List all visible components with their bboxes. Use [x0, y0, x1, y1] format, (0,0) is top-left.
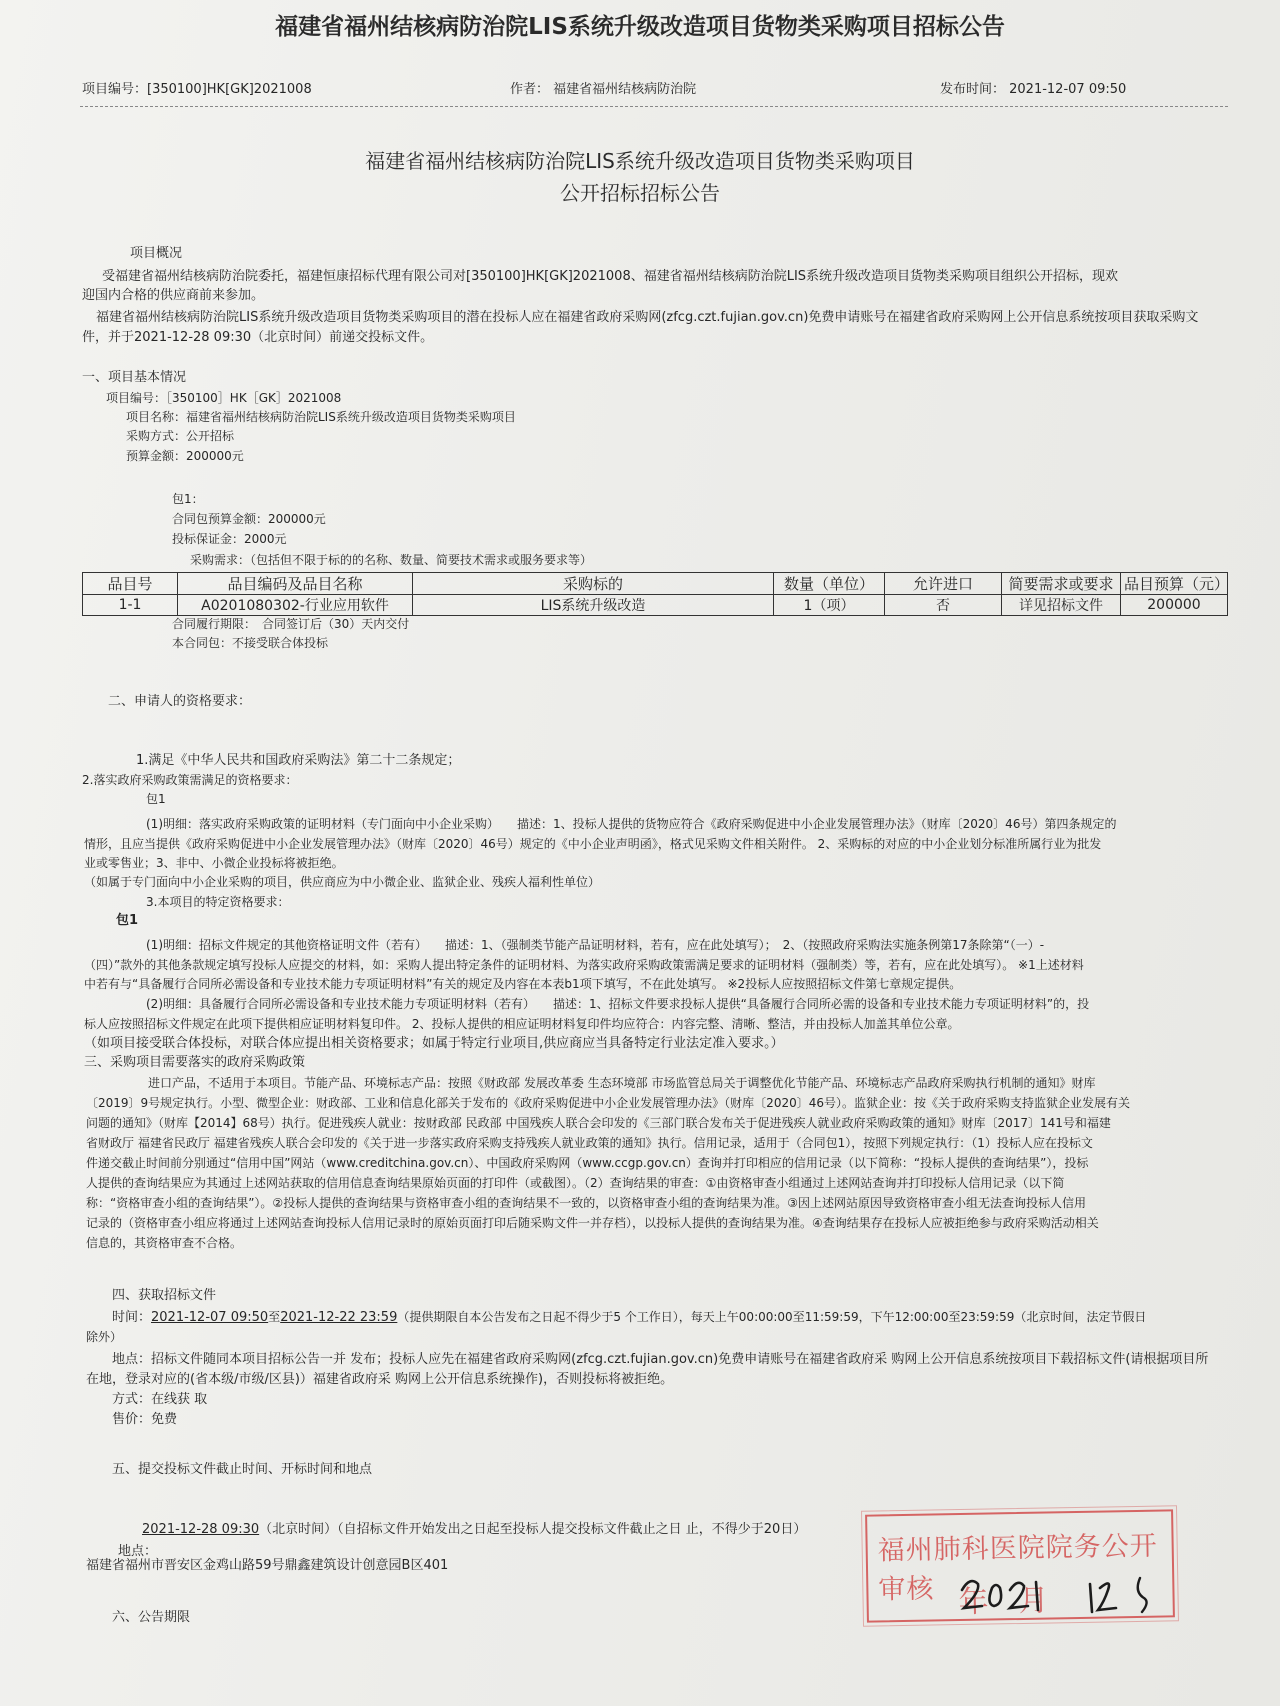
s5-deadline-tail: （北京时间）（自招标文件开始发出之日起至投标人提交投标文件截止之日 止，不得少于20日） — [259, 1522, 807, 1537]
cell-target: LIS系统升级改造 — [413, 595, 774, 616]
section5-heading: 五、提交投标文件截止时间、开标时间和地点 — [112, 1462, 373, 1477]
handwritten-date — [958, 1568, 1158, 1618]
overview-p1-line1: 受福建省福州结核病防治院委托，福建恒康招标代理有限公司对[350100]HK[GK]2021008、福建省福州结核病防治院LIS系统升级改造项目货物类采购项目组织公开招标，现欢 — [102, 269, 1119, 284]
col-item-code: 品目编码及品目名称 — [178, 573, 413, 595]
s3-line6: 人提供的查询结果应为其通过上述网站获取的信用信息查询结果原始页面的打印件（或截图）。（2）查询结果的审查：①由资格审查小组通过上述网站查询并打印投标人信用记录（以下简 — [86, 1176, 1065, 1190]
author: 作者： 福建省福州结核病防治院 — [510, 82, 697, 97]
items-table — [82, 572, 1228, 616]
s4-method: 方式：在线获 取 — [112, 1392, 208, 1407]
s2-r2-line3: 业或零售业；3、非中、小微企业投标将被拒绝。 — [84, 856, 344, 870]
col-item-no: 品目号 — [83, 573, 178, 595]
s1-method: 采购方式：公开招标 — [126, 429, 235, 443]
section6-heading: 六、公告期限 — [112, 1610, 191, 1625]
overview-p2-line1: 福建省福州结核病防治院LIS系统升级改造项目货物类采购项目的潜在投标人应在福建省政府采购网(zfcg.czt.fujian.gov.cn)免费申请账号在福建省政府采购网上公开信息系统按项目获取采购文 — [96, 310, 1199, 325]
publish-time: 发布时间： 2021-12-07 09:50 — [940, 82, 1127, 97]
overview-p1-line2: 迎国内合格的供应商前来参加。 — [82, 288, 265, 303]
header-divider — [80, 106, 1228, 107]
cell-item-code: A0201080302-行业应用软件 — [178, 595, 413, 616]
doc-title-line1: 福建省福州结核病防治院LIS系统升级改造项目货物类采购项目 — [365, 149, 915, 173]
s2-r2-line2: 情形，且应当提供《政府采购促进中小企业发展管理办法》（财库〔2020〕46号）规定的《中小企业声明函》，格式见采购文件相关附件。 2、采购标的对应的中小企业划分标准所属行业为批发 — [84, 837, 1102, 851]
s3-line2: 〔2019〕9号规定执行。小型、微型企业：财政部、工业和信息化部关于发布的《政府采购促进中小企业发展管理办法》（财库〔2020〕46号）。监狱企业：按《关于政府采购支持监狱企业发展有关 — [86, 1096, 1130, 1110]
stamp-text: 福州肺科医院院务公开审核 — [877, 1530, 1158, 1606]
cell-budget: 200000 — [1121, 595, 1228, 616]
doc-title-line2: 公开招标招标公告 — [560, 181, 720, 205]
col-import: 允许进口 — [885, 573, 1002, 595]
overview-p2-line2: 件，并于2021-12-28 09:30（北京时间）前递交投标文件。 — [82, 330, 434, 345]
s4-time-start: 2021-12-07 09:50 — [151, 1310, 269, 1325]
s2-req3: 3.本项目的特定资格要求： — [146, 895, 290, 909]
s4-place-line2: 在地，登录对应的(省本级/市级/区县)）福建省政府采 购网上公开信息系统操作)，否则投标将被拒绝。 — [86, 1372, 674, 1387]
s1-bond: 投标保证金：2000元 — [172, 532, 287, 546]
s2-r2-line4: （如属于专门面向中小企业采购的项目，供应商应为中小微企业、监狱企业、残疾人福利性单位） — [84, 875, 601, 889]
s4-time-label: 时间： — [112, 1310, 152, 1325]
items-table-header-row — [83, 573, 1228, 595]
s3-line9: 信息的，其资格审查不合格。 — [86, 1236, 243, 1250]
col-target: 采购标的 — [413, 573, 774, 595]
s4-place-line1: 地点：招标文件随同本项目招标公告一并 发布；投标人应先在福建省政府采购网(zfcg.czt.fujian.gov.cn)免费申请账号在福建省政府采 购网上公开信息系统按项目下载招标文件(请根据项目所 — [112, 1352, 1209, 1367]
cell-brief: 详见招标文件 — [1002, 595, 1121, 616]
s4-time-end: 2021-12-22 23:59 — [280, 1310, 398, 1325]
s2-req2: 2.落实政府采购政策需满足的资格要求： — [82, 773, 298, 787]
col-quantity: 数量（单位） — [774, 573, 885, 595]
table-row — [83, 595, 1228, 616]
s3-line4: 省财政厅 福建省民政厅 福建省残疾人联合会印发的《关于进一步落实政府采购支持残疾人就业政策的通知》执行。信用记录，适用于（合同包1），按照下列规定执行：（1）投标人应在投标文 — [86, 1136, 1093, 1150]
s3-line3: 问题的通知》（财库【2014】68号）执行。促进残疾人就业：按财政部 民政部 中国残疾人联合会印发的《三部门联合发布关于促进残疾人就业政府采购政策的通知》财库〔2017〕141号和福建 — [86, 1116, 1111, 1130]
s3-line7: 称：“资格审查小组的查询结果”）。②投标人提供的查询结果与资格审查小组的查询结果不一致的，以资格审查小组的查询结果为准。③因上述网站原因导致资格审查小组无法查询投标人信用 — [86, 1196, 1086, 1210]
s4-time-tail2: 除外） — [86, 1330, 123, 1344]
s2-r3-line2: （四）”款外的其他条款规定填写投标人应提交的材料，如：采购人提出特定条件的证明材料、为落实政府采购政策需满足要求的证明材料（强制类）等，若有，应在此处填写）。 ※1上述材料 — [84, 958, 1084, 972]
s5-deadline — [142, 1520, 806, 1539]
s1-budget: 预算金额：200000元 — [126, 449, 244, 463]
s2-r3-line3: 中若有与“具备履行合同所必需设备和专业技术能力专项证明材料”有关的规定及内容在本表b1项下填写，不在此处填写。 ※2投标人应按照招标文件第七章规定提供。 — [84, 977, 962, 991]
s3-line8: 记录的（资格审查小组应将通过上述网站查询投标人信用记录时的原始页面打印后随采购文件一并存档），以投标人提供的查询结果为准。④查询结果存在投标人应被拒绝参与政府采购活动相关 — [86, 1216, 1099, 1230]
s2-note: （如项目接受联合体投标，对联合体应提出相关资格要求；如属于特定行业项目,供应商应当具备特定行业法定准入要求。） — [84, 1036, 784, 1051]
s3-line1: 进口产品，不适用于本项目。节能产品、环境标志产品：按照《财政部 发展改革委 生态环境部 市场监管总局关于调整优化节能产品、环境标志产品政府采购执行机制的通知》财库 — [148, 1076, 1096, 1090]
s5-address: 福建省福州市晋安区金鸡山路59号鼎鑫建筑设计创意园B区401 — [86, 1558, 449, 1573]
s2-r3-line5: 标人应按照招标文件规定在此项下提供相应证明材料复印件。 2、投标人提供的相应证明材料复印件均应符合：内容完整、清晰、整洁，并由投标人加盖其单位公章。 — [84, 1017, 960, 1031]
s2-package-2: 包1 — [116, 913, 139, 928]
s1-package: 包1： — [172, 492, 204, 506]
s1-project-number: 项目编号：［350100］HK［GK］2021008 — [106, 391, 342, 405]
overview-heading: 项目概况 — [130, 246, 183, 261]
s1-consortium: 本合同包：不接受联合体投标 — [172, 636, 329, 650]
stamp-date-marks: 年 月 — [958, 1583, 1049, 1621]
section4-heading: 四、获取招标文件 — [112, 1288, 217, 1303]
project-number: 项目编号：[350100]HK[GK]2021008 — [82, 82, 312, 97]
s2-r3-line1: (1)明细：招标文件规定的其他资格证明文件（若有） 描述：1、（强制类节能产品证明材料，若有，应在此处填写）； 2、（按照政府采购法实施条例第17条除第“（一）- — [146, 938, 1045, 952]
cell-quantity: 1（项） — [774, 595, 885, 616]
section3-heading: 三、采购项目需要落实的政府采购政策 — [84, 1055, 306, 1070]
s2-r3-line4: (2)明细：具备履行合同所必需设备和专业技术能力专项证明材料（若有） 描述：1、招标文件要求投标人提供“具备履行合同所必需的设备和专业技术能力专项证明材料”的，投 — [146, 997, 1090, 1011]
s2-req1: 1.满足《中华人民共和国政府采购法》第二十二条规定； — [136, 753, 461, 768]
s4-time-to: 至 — [268, 1310, 281, 1324]
section2-heading: 二、申请人的资格要求： — [108, 694, 252, 709]
s1-package-budget: 合同包预算金额：200000元 — [172, 512, 326, 526]
s5-deadline-time: 2021-12-28 09:30 — [142, 1522, 260, 1537]
s1-project-name: 项目名称：福建省福州结核病防治院LIS系统升级改造项目货物类采购项目 — [126, 410, 516, 424]
s4-price: 售价：免费 — [112, 1412, 178, 1427]
s5-place-label: 地点： — [118, 1544, 158, 1559]
s4-time — [112, 1308, 1146, 1327]
s1-period: 合同履行期限： 合同签订后（30）天内交付 — [172, 617, 410, 631]
col-budget: 品目预算（元） — [1121, 573, 1228, 595]
main-title: 福建省福州结核病防治院LIS系统升级改造项目货物类采购项目招标公告 — [275, 14, 1005, 40]
s3-line5: 件递交截止时间前分别通过“信用中国”网站（www.creditchina.gov.cn）、中国政府采购网（www.ccgp.gov.cn）查询并打印相应的信用记录（以下简称：“投标人提供的查询结果”），投标 — [86, 1156, 1089, 1170]
s2-package: 包1 — [146, 792, 166, 806]
section1-heading: 一、项目基本情况 — [82, 370, 187, 385]
col-brief: 简要需求或要求 — [1002, 573, 1121, 595]
cell-item-no: 1-1 — [83, 595, 178, 616]
cell-import: 否 — [885, 595, 1002, 616]
s2-r2-line1: (1)明细：落实政府采购政策的证明材料（专门面向中小企业采购） 描述：1、投标人提供的货物应符合《政府采购促进中小企业发展管理办法》（财库〔2020〕46号）第四条规定的 — [146, 817, 1117, 831]
s1-requirement: 采购需求：（包括但不限于标的的名称、数量、简要技术需求或服务要求等） — [190, 553, 593, 567]
s4-time-tail: （提供期限自本公告发布之日起不得少于5 个工作日），每天上午00:00:00至11:59:59，下午12:00:00至23:59:59（北京时间，法定节假日 — [397, 1310, 1147, 1324]
